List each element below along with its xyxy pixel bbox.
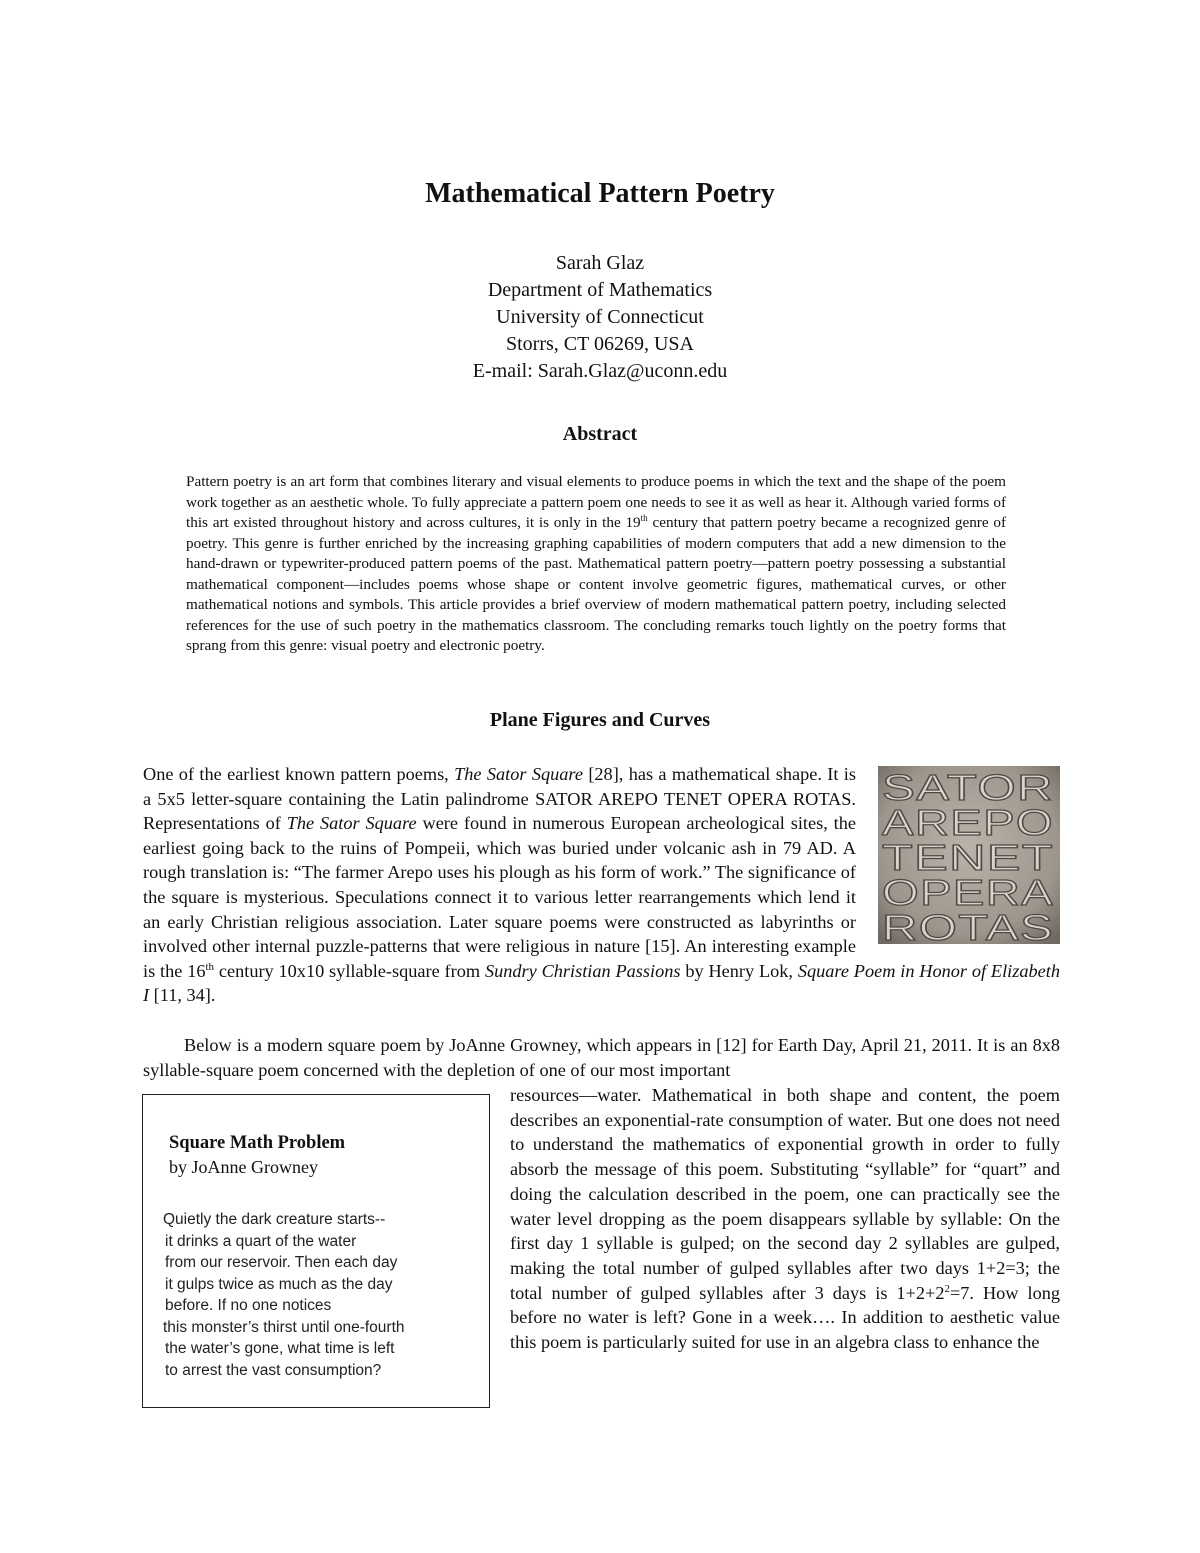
- abstract-text-part1: Pattern poetry is an art form that combines literary and visual elements to produce poems in which the text and the shape of the poem work together as an aesthetic whole. To fully appreciate a pattern poem one needs to see it as well as hear it. Although varied forms of this art existed throughout history and across cultures, it is only in the 19: [186, 473, 1006, 531]
- p3-text-b: =7. How long before no water is left? Gone in a week…. In addition to aesthetic value this poem is particularly suited for use in an algebra class to enhance the: [510, 1282, 1060, 1353]
- p1-text-f: century 10x10 syllable-square from: [214, 960, 485, 981]
- sator-row: TENET: [882, 837, 1054, 878]
- sator-row: OPERA: [882, 872, 1054, 913]
- p1-text-c: [28], has a mathematical shape. It is a 5x5 letter-square containing the Latin palindrome SATOR AREPO TENET OPERA ROTAS. Representations of: [143, 764, 856, 834]
- poem-box: [142, 1094, 490, 1408]
- poem-line: the water’s gone, what time is left: [165, 1340, 395, 1357]
- p1-superscript: th: [205, 960, 215, 973]
- author-address: Storrs, CT 06269, USA: [506, 333, 694, 355]
- poem-line: to arrest the vast consumption?: [165, 1361, 382, 1379]
- paragraph-sator: [143, 762, 1060, 1008]
- p1-italic-sator-1: The Sator Square: [454, 764, 583, 784]
- poem-line: before. If no one notices: [165, 1297, 332, 1314]
- paper-title: Mathematical Pattern Poetry: [425, 178, 775, 209]
- author-university: University of Connecticut: [496, 306, 704, 328]
- paragraph-growney-intro: Below is a modern square poem by JoAnne Growney, which appears in [12] for Earth Day, April 21, 2011. It is an 8x8 syllable-square poem concerned with the depletion of one of our most important: [143, 1035, 1060, 1080]
- abstract-heading: Abstract: [562, 423, 638, 445]
- author-department: Department of Mathematics: [487, 279, 713, 301]
- poem-line: this monster’s thirst until one-fourth: [163, 1318, 405, 1336]
- sator-square-image: [878, 766, 1060, 944]
- poem-line: it gulps twice as much as the day: [165, 1275, 393, 1293]
- p1-italic-sator-2: The Sator Square: [286, 813, 417, 834]
- poem-line: from our reservoir. Then each day: [165, 1254, 398, 1271]
- p1-italic-elizabeth: Square Poem in Honor of Elizabeth I: [143, 960, 1060, 1006]
- p3-text-a: resources—water. Mathematical in both shape and content, the poem describes an exponential-rate consumption of water. But one does not need to understand the mathematics of exponential growth in order to fully absorb the message of this poem. Substituting “syllable” for “quart” and doing the calculation described in the poem, one can practically see the water level dropping as the poem disappears syllable by syllable: On the first day 1 syllable is gulped; on the second day 2 syllables are gulped, making the total number of gulped syllables after two days 1+2=3; the total number of gulped syllables after 3 days is 1+2+2: [510, 1085, 1060, 1303]
- abstract-text: [186, 472, 1006, 657]
- abstract-superscript: th: [640, 512, 648, 523]
- sator-row: AREPO: [882, 802, 1054, 843]
- p1-text-j: [11, 34].: [149, 985, 216, 1006]
- p1-italic-sundry: Sundry Christian Passions: [484, 960, 681, 981]
- paragraph-water: [510, 1083, 1060, 1355]
- p1-text-e: were found in numerous European archeological sites, the earliest going back to the ruins of Pompeii, which was buried under volcanic ash in 79 AD. A rough translation is: “The farmer Arepo uses his plough as his form of work.” The significance of the square is mysterious. Speculations connect it to various letter rearrangements which lend it an early Christian religious association. Later square poems were constructed as labyrinths or involved other internal puzzle-patterns that were religious in nature [15]. An interesting example is the 16: [143, 813, 856, 981]
- abstract-text-part2: century that pattern poetry became a recognized genre of poetry. This genre is further enriched by the increasing graphing capabilities of modern computers that add a new dimension to the hand-drawn or typewriter-produced pattern poems of the past. Mathematical pattern poetry—pattern poetry possessing a substantial mathematical component—includes poems whose shape or content involve geometric figures, mathematical curves, or other mathematical notions and symbols. This article provides a brief overview of modern mathematical pattern poetry, including selected references for the use of such poetry in the mathematics classroom. The concluding remarks touch lightly on the poetry forms that sprang from this genre: visual poetry and electronic poetry.: [186, 514, 1006, 654]
- p3-superscript: 2: [944, 1282, 950, 1295]
- author-email: E-mail: Sarah.Glaz@uconn.edu: [472, 360, 728, 382]
- p1-text-a: One of the earliest known pattern poems,: [143, 764, 455, 784]
- section-heading: Plane Figures and Curves: [489, 709, 711, 731]
- poem-line: it drinks a quart of the water: [165, 1232, 357, 1250]
- sator-row: SATOR: [882, 767, 1054, 808]
- p1-text-h: by Henry Lok,: [680, 960, 798, 981]
- author-name: Sarah Glaz: [555, 252, 645, 274]
- poem-byline: by JoAnne Growney: [169, 1157, 318, 1177]
- author-block: [0, 250, 1200, 385]
- sator-row: ROTAS: [882, 907, 1054, 944]
- poem-lines: [163, 1209, 405, 1381]
- poem-line: Quietly the dark creature starts--: [163, 1211, 386, 1228]
- poem-title: Square Math Problem: [169, 1133, 346, 1153]
